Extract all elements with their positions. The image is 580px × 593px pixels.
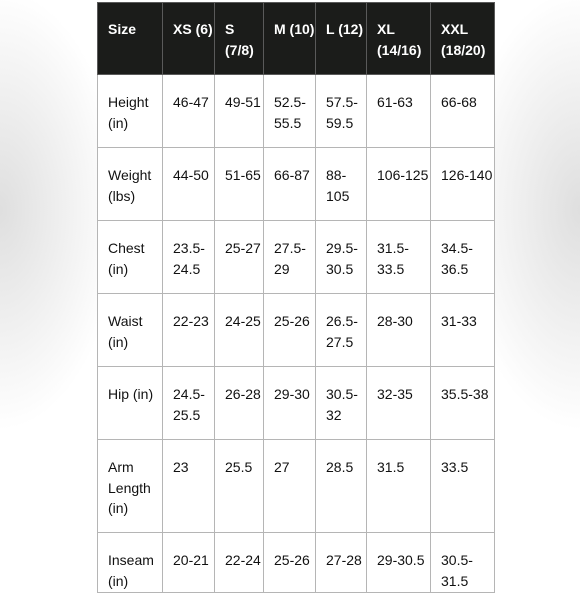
table-cell: 34.5-36.5	[431, 221, 495, 294]
row-label: Inseam (in)	[98, 533, 163, 593]
row-label: Chest (in)	[98, 221, 163, 294]
table-cell: 52.5-55.5	[264, 75, 316, 148]
table-cell: 106-125	[367, 148, 431, 221]
table-row-weight	[98, 148, 495, 221]
table-cell: 31-33	[431, 294, 495, 367]
table-row-height	[98, 75, 495, 148]
table-cell: 28-30	[367, 294, 431, 367]
table-cell: 22-24	[215, 533, 264, 593]
table-row-inseam	[98, 533, 495, 593]
table-cell: 20-21	[163, 533, 215, 593]
table-cell: 49-51	[215, 75, 264, 148]
header-size-label: Size	[98, 3, 163, 75]
table-cell: 24-25	[215, 294, 264, 367]
table-cell: 27	[264, 440, 316, 533]
table-cell: 33.5	[431, 440, 495, 533]
row-label: Height (in)	[98, 75, 163, 148]
table-row-chest	[98, 221, 495, 294]
table-cell: 46-47	[163, 75, 215, 148]
table-cell: 31.5	[367, 440, 431, 533]
table-cell: 25-27	[215, 221, 264, 294]
table-cell: 24.5-25.5	[163, 367, 215, 440]
header-size-xxl: XXL (18/20)	[431, 3, 495, 75]
table-cell: 25-26	[264, 294, 316, 367]
row-label: Weight (lbs)	[98, 148, 163, 221]
table-cell: 25.5	[215, 440, 264, 533]
table-row-hip	[98, 367, 495, 440]
header-row	[98, 3, 495, 75]
row-label: Hip (in)	[98, 367, 163, 440]
table-cell: 23	[163, 440, 215, 533]
table-cell: 66-87	[264, 148, 316, 221]
table-cell: 66-68	[431, 75, 495, 148]
header-size-l: L (12)	[316, 3, 367, 75]
table-cell: 29-30.5	[367, 533, 431, 593]
table-cell: 25-26	[264, 533, 316, 593]
size-chart-table	[97, 2, 495, 593]
table-cell: 29-30	[264, 367, 316, 440]
table-row-waist	[98, 294, 495, 367]
table-cell: 61-63	[367, 75, 431, 148]
table-cell: 126-140	[431, 148, 495, 221]
header-size-s: S (7/8)	[215, 3, 264, 75]
row-label: Arm Length (in)	[98, 440, 163, 533]
table-cell: 88-105	[316, 148, 367, 221]
table-cell: 57.5-59.5	[316, 75, 367, 148]
table-cell: 22-23	[163, 294, 215, 367]
table-cell: 27-28	[316, 533, 367, 593]
table-cell: 31.5-33.5	[367, 221, 431, 294]
table-cell: 30.5-32	[316, 367, 367, 440]
table-cell: 30.5-31.5	[431, 533, 495, 593]
table-cell: 35.5-38	[431, 367, 495, 440]
row-label: Waist (in)	[98, 294, 163, 367]
table-cell: 29.5-30.5	[316, 221, 367, 294]
table-cell: 28.5	[316, 440, 367, 533]
table-cell: 26-28	[215, 367, 264, 440]
table-cell: 51-65	[215, 148, 264, 221]
header-size-xl: XL (14/16)	[367, 3, 431, 75]
table-cell: 44-50	[163, 148, 215, 221]
table-cell: 26.5-27.5	[316, 294, 367, 367]
table-cell: 23.5-24.5	[163, 221, 215, 294]
header-size-m: M (10)	[264, 3, 316, 75]
table-row-arm-length	[98, 440, 495, 533]
header-size-xs: XS (6)	[163, 3, 215, 75]
table-cell: 27.5-29	[264, 221, 316, 294]
table-cell: 32-35	[367, 367, 431, 440]
